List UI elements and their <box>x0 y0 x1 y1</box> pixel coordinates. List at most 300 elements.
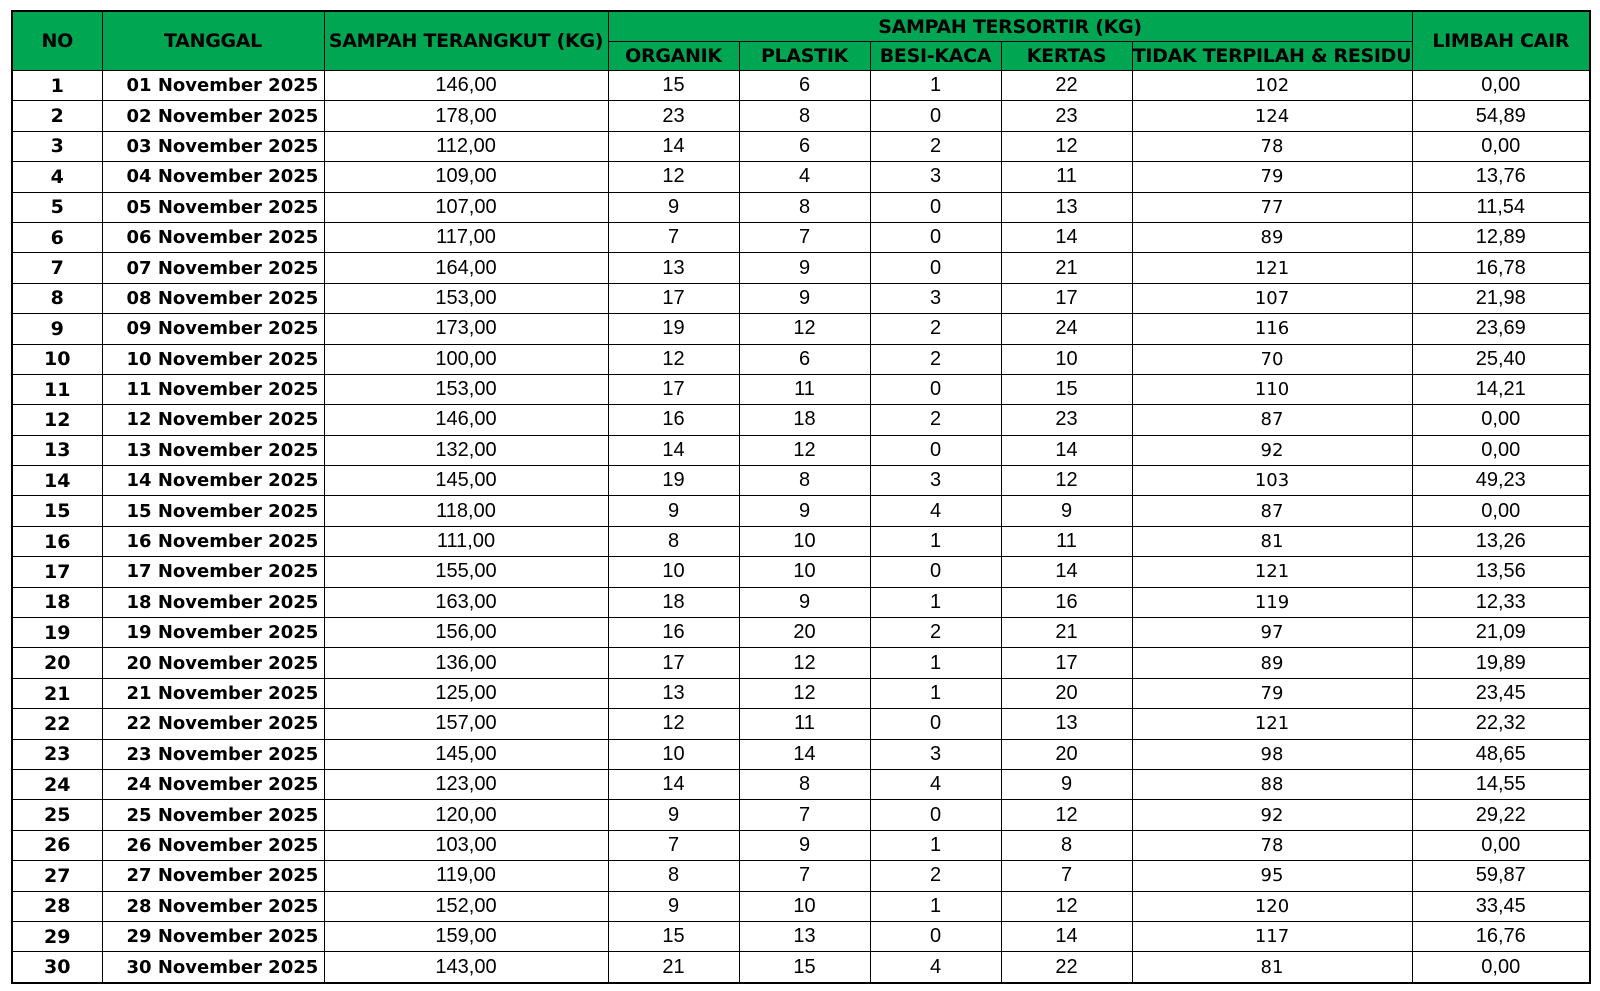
cell-organik: 17 <box>608 283 739 313</box>
cell-residu: 95 <box>1132 861 1412 891</box>
cell-terangkut: 111,00 <box>324 526 608 556</box>
cell-tanggal: 11 November 2025 <box>102 374 324 404</box>
cell-no: 23 <box>12 739 102 769</box>
cell-terangkut: 107,00 <box>324 192 608 222</box>
cell-kertas: 24 <box>1001 314 1132 344</box>
cell-tanggal: 15 November 2025 <box>102 496 324 526</box>
cell-plastik: 11 <box>739 709 870 739</box>
cell-plastik: 10 <box>739 557 870 587</box>
cell-residu: 89 <box>1132 648 1412 678</box>
cell-plastik: 8 <box>739 192 870 222</box>
cell-limbah-cair: 23,45 <box>1412 678 1590 708</box>
cell-plastik: 12 <box>739 314 870 344</box>
cell-residu: 120 <box>1132 891 1412 921</box>
cell-residu: 121 <box>1132 557 1412 587</box>
cell-kertas: 13 <box>1001 709 1132 739</box>
cell-terangkut: 156,00 <box>324 618 608 648</box>
cell-terangkut: 155,00 <box>324 557 608 587</box>
cell-tanggal: 18 November 2025 <box>102 587 324 617</box>
cell-kertas: 15 <box>1001 374 1132 404</box>
cell-kertas: 9 <box>1001 769 1132 799</box>
table-row <box>12 952 1590 983</box>
cell-plastik: 8 <box>739 466 870 496</box>
cell-no: 3 <box>12 131 102 161</box>
table-row <box>12 162 1590 192</box>
cell-organik: 14 <box>608 131 739 161</box>
cell-organik: 9 <box>608 192 739 222</box>
cell-residu: 89 <box>1132 222 1412 252</box>
table-row <box>12 526 1590 556</box>
cell-terangkut: 119,00 <box>324 861 608 891</box>
cell-plastik: 13 <box>739 921 870 951</box>
cell-plastik: 4 <box>739 162 870 192</box>
cell-tanggal: 17 November 2025 <box>102 557 324 587</box>
cell-organik: 8 <box>608 861 739 891</box>
cell-residu: 92 <box>1132 435 1412 465</box>
cell-kertas: 12 <box>1001 800 1132 830</box>
cell-residu: 102 <box>1132 71 1412 101</box>
cell-residu: 116 <box>1132 314 1412 344</box>
cell-terangkut: 145,00 <box>324 739 608 769</box>
cell-organik: 12 <box>608 344 739 374</box>
cell-no: 13 <box>12 435 102 465</box>
cell-no: 8 <box>12 283 102 313</box>
cell-plastik: 7 <box>739 800 870 830</box>
cell-limbah-cair: 23,69 <box>1412 314 1590 344</box>
cell-tanggal: 23 November 2025 <box>102 739 324 769</box>
cell-no: 10 <box>12 344 102 374</box>
cell-kertas: 23 <box>1001 101 1132 131</box>
cell-kertas: 23 <box>1001 405 1132 435</box>
cell-limbah-cair: 49,23 <box>1412 466 1590 496</box>
cell-besi-kaca: 4 <box>870 952 1001 983</box>
table-body <box>12 71 1590 983</box>
cell-no: 4 <box>12 162 102 192</box>
waste-table <box>11 10 1591 984</box>
cell-plastik: 7 <box>739 222 870 252</box>
cell-terangkut: 132,00 <box>324 435 608 465</box>
cell-besi-kaca: 0 <box>870 253 1001 283</box>
cell-no: 12 <box>12 405 102 435</box>
cell-tanggal: 16 November 2025 <box>102 526 324 556</box>
cell-kertas: 14 <box>1001 222 1132 252</box>
cell-kertas: 21 <box>1001 618 1132 648</box>
cell-residu: 70 <box>1132 344 1412 374</box>
cell-tanggal: 04 November 2025 <box>102 162 324 192</box>
cell-besi-kaca: 2 <box>870 405 1001 435</box>
cell-no: 5 <box>12 192 102 222</box>
cell-limbah-cair: 14,21 <box>1412 374 1590 404</box>
cell-kertas: 21 <box>1001 253 1132 283</box>
cell-terangkut: 157,00 <box>324 709 608 739</box>
cell-plastik: 14 <box>739 739 870 769</box>
cell-no: 2 <box>12 101 102 131</box>
cell-terangkut: 152,00 <box>324 891 608 921</box>
cell-organik: 14 <box>608 769 739 799</box>
cell-limbah-cair: 16,76 <box>1412 921 1590 951</box>
cell-limbah-cair: 21,09 <box>1412 618 1590 648</box>
cell-plastik: 8 <box>739 769 870 799</box>
table-row <box>12 921 1590 951</box>
cell-organik: 16 <box>608 405 739 435</box>
cell-residu: 81 <box>1132 526 1412 556</box>
cell-terangkut: 173,00 <box>324 314 608 344</box>
cell-besi-kaca: 0 <box>870 374 1001 404</box>
header-organik: ORGANIK <box>608 42 739 71</box>
cell-limbah-cair: 0,00 <box>1412 71 1590 101</box>
table-row <box>12 466 1590 496</box>
cell-residu: 92 <box>1132 800 1412 830</box>
cell-kertas: 11 <box>1001 526 1132 556</box>
cell-kertas: 14 <box>1001 435 1132 465</box>
table-row <box>12 830 1590 860</box>
cell-tanggal: 07 November 2025 <box>102 253 324 283</box>
table-row <box>12 222 1590 252</box>
cell-organik: 17 <box>608 374 739 404</box>
cell-plastik: 12 <box>739 648 870 678</box>
cell-plastik: 9 <box>739 830 870 860</box>
cell-limbah-cair: 59,87 <box>1412 861 1590 891</box>
cell-residu: 119 <box>1132 587 1412 617</box>
cell-limbah-cair: 22,32 <box>1412 709 1590 739</box>
header-tanggal: TANGGAL <box>102 11 324 71</box>
cell-plastik: 9 <box>739 496 870 526</box>
cell-terangkut: 118,00 <box>324 496 608 526</box>
header-plastik: PLASTIK <box>739 42 870 71</box>
cell-no: 11 <box>12 374 102 404</box>
cell-terangkut: 145,00 <box>324 466 608 496</box>
cell-besi-kaca: 3 <box>870 162 1001 192</box>
cell-organik: 15 <box>608 921 739 951</box>
table-row <box>12 618 1590 648</box>
cell-tanggal: 13 November 2025 <box>102 435 324 465</box>
cell-no: 15 <box>12 496 102 526</box>
header-limbah-cair: LIMBAH CAIR <box>1412 11 1590 71</box>
cell-plastik: 8 <box>739 101 870 131</box>
cell-residu: 88 <box>1132 769 1412 799</box>
table-row <box>12 131 1590 161</box>
cell-plastik: 20 <box>739 618 870 648</box>
cell-besi-kaca: 0 <box>870 101 1001 131</box>
cell-plastik: 6 <box>739 344 870 374</box>
cell-kertas: 12 <box>1001 891 1132 921</box>
cell-limbah-cair: 33,45 <box>1412 891 1590 921</box>
cell-organik: 12 <box>608 162 739 192</box>
table-row <box>12 709 1590 739</box>
cell-no: 26 <box>12 830 102 860</box>
cell-organik: 23 <box>608 101 739 131</box>
cell-plastik: 10 <box>739 526 870 556</box>
cell-besi-kaca: 0 <box>870 435 1001 465</box>
cell-besi-kaca: 0 <box>870 222 1001 252</box>
header-besi-kaca: BESI-KACA <box>870 42 1001 71</box>
cell-no: 14 <box>12 466 102 496</box>
header-residu: TIDAK TERPILAH & RESIDU <box>1132 42 1412 71</box>
table-row <box>12 496 1590 526</box>
cell-terangkut: 146,00 <box>324 405 608 435</box>
cell-residu: 124 <box>1132 101 1412 131</box>
cell-plastik: 12 <box>739 435 870 465</box>
cell-besi-kaca: 1 <box>870 71 1001 101</box>
cell-limbah-cair: 11,54 <box>1412 192 1590 222</box>
cell-terangkut: 178,00 <box>324 101 608 131</box>
table-row <box>12 587 1590 617</box>
cell-limbah-cair: 12,89 <box>1412 222 1590 252</box>
cell-tanggal: 24 November 2025 <box>102 769 324 799</box>
table-row <box>12 678 1590 708</box>
cell-kertas: 8 <box>1001 830 1132 860</box>
cell-plastik: 9 <box>739 587 870 617</box>
cell-tanggal: 10 November 2025 <box>102 344 324 374</box>
cell-residu: 77 <box>1132 192 1412 222</box>
cell-limbah-cair: 0,00 <box>1412 405 1590 435</box>
cell-limbah-cair: 0,00 <box>1412 496 1590 526</box>
cell-terangkut: 123,00 <box>324 769 608 799</box>
cell-residu: 78 <box>1132 131 1412 161</box>
cell-residu: 97 <box>1132 618 1412 648</box>
cell-plastik: 6 <box>739 131 870 161</box>
table-row <box>12 435 1590 465</box>
cell-limbah-cair: 0,00 <box>1412 435 1590 465</box>
cell-residu: 87 <box>1132 496 1412 526</box>
cell-tanggal: 29 November 2025 <box>102 921 324 951</box>
cell-organik: 13 <box>608 678 739 708</box>
cell-residu: 103 <box>1132 466 1412 496</box>
cell-no: 25 <box>12 800 102 830</box>
cell-besi-kaca: 0 <box>870 192 1001 222</box>
cell-organik: 7 <box>608 222 739 252</box>
cell-organik: 14 <box>608 435 739 465</box>
table-row <box>12 344 1590 374</box>
cell-no: 7 <box>12 253 102 283</box>
cell-besi-kaca: 1 <box>870 648 1001 678</box>
cell-organik: 15 <box>608 71 739 101</box>
cell-tanggal: 30 November 2025 <box>102 952 324 983</box>
cell-limbah-cair: 13,76 <box>1412 162 1590 192</box>
cell-tanggal: 22 November 2025 <box>102 709 324 739</box>
cell-limbah-cair: 12,33 <box>1412 587 1590 617</box>
table-row <box>12 71 1590 101</box>
cell-residu: 81 <box>1132 952 1412 983</box>
cell-plastik: 9 <box>739 253 870 283</box>
table-row <box>12 891 1590 921</box>
cell-besi-kaca: 4 <box>870 769 1001 799</box>
cell-tanggal: 06 November 2025 <box>102 222 324 252</box>
cell-kertas: 16 <box>1001 587 1132 617</box>
cell-tanggal: 05 November 2025 <box>102 192 324 222</box>
cell-organik: 10 <box>608 557 739 587</box>
cell-limbah-cair: 0,00 <box>1412 830 1590 860</box>
cell-terangkut: 103,00 <box>324 830 608 860</box>
cell-organik: 8 <box>608 526 739 556</box>
cell-terangkut: 100,00 <box>324 344 608 374</box>
cell-organik: 9 <box>608 891 739 921</box>
cell-kertas: 20 <box>1001 739 1132 769</box>
cell-kertas: 9 <box>1001 496 1132 526</box>
cell-limbah-cair: 21,98 <box>1412 283 1590 313</box>
cell-residu: 87 <box>1132 405 1412 435</box>
cell-terangkut: 153,00 <box>324 283 608 313</box>
cell-organik: 19 <box>608 314 739 344</box>
cell-terangkut: 153,00 <box>324 374 608 404</box>
cell-tanggal: 27 November 2025 <box>102 861 324 891</box>
cell-residu: 78 <box>1132 830 1412 860</box>
cell-besi-kaca: 1 <box>870 587 1001 617</box>
cell-besi-kaca: 2 <box>870 131 1001 161</box>
cell-no: 27 <box>12 861 102 891</box>
cell-besi-kaca: 3 <box>870 739 1001 769</box>
cell-no: 22 <box>12 709 102 739</box>
cell-no: 29 <box>12 921 102 951</box>
table-row <box>12 800 1590 830</box>
cell-kertas: 12 <box>1001 466 1132 496</box>
cell-besi-kaca: 1 <box>870 526 1001 556</box>
table-row <box>12 739 1590 769</box>
cell-tanggal: 14 November 2025 <box>102 466 324 496</box>
cell-plastik: 9 <box>739 283 870 313</box>
table-row <box>12 648 1590 678</box>
cell-besi-kaca: 2 <box>870 618 1001 648</box>
cell-limbah-cair: 0,00 <box>1412 131 1590 161</box>
cell-besi-kaca: 1 <box>870 891 1001 921</box>
cell-plastik: 7 <box>739 861 870 891</box>
cell-limbah-cair: 13,26 <box>1412 526 1590 556</box>
table-row <box>12 861 1590 891</box>
cell-residu: 98 <box>1132 739 1412 769</box>
cell-plastik: 15 <box>739 952 870 983</box>
table-row <box>12 314 1590 344</box>
cell-no: 21 <box>12 678 102 708</box>
table-row <box>12 253 1590 283</box>
cell-no: 19 <box>12 618 102 648</box>
cell-residu: 79 <box>1132 162 1412 192</box>
cell-no: 16 <box>12 526 102 556</box>
table-header <box>12 11 1590 71</box>
cell-terangkut: 146,00 <box>324 71 608 101</box>
cell-residu: 107 <box>1132 283 1412 313</box>
cell-tanggal: 25 November 2025 <box>102 800 324 830</box>
cell-tanggal: 02 November 2025 <box>102 101 324 131</box>
cell-no: 9 <box>12 314 102 344</box>
header-kertas: KERTAS <box>1001 42 1132 71</box>
cell-no: 30 <box>12 952 102 983</box>
cell-besi-kaca: 0 <box>870 709 1001 739</box>
cell-besi-kaca: 2 <box>870 344 1001 374</box>
cell-kertas: 14 <box>1001 557 1132 587</box>
cell-besi-kaca: 0 <box>870 921 1001 951</box>
cell-besi-kaca: 0 <box>870 557 1001 587</box>
cell-tanggal: 21 November 2025 <box>102 678 324 708</box>
cell-tanggal: 01 November 2025 <box>102 71 324 101</box>
cell-organik: 9 <box>608 496 739 526</box>
cell-plastik: 10 <box>739 891 870 921</box>
cell-limbah-cair: 54,89 <box>1412 101 1590 131</box>
cell-residu: 121 <box>1132 253 1412 283</box>
cell-organik: 21 <box>608 952 739 983</box>
cell-no: 28 <box>12 891 102 921</box>
cell-kertas: 22 <box>1001 952 1132 983</box>
cell-residu: 110 <box>1132 374 1412 404</box>
table-row <box>12 192 1590 222</box>
cell-no: 24 <box>12 769 102 799</box>
cell-organik: 7 <box>608 830 739 860</box>
cell-kertas: 22 <box>1001 71 1132 101</box>
cell-organik: 18 <box>608 587 739 617</box>
cell-no: 17 <box>12 557 102 587</box>
cell-no: 18 <box>12 587 102 617</box>
cell-terangkut: 112,00 <box>324 131 608 161</box>
cell-kertas: 13 <box>1001 192 1132 222</box>
cell-terangkut: 120,00 <box>324 800 608 830</box>
cell-terangkut: 117,00 <box>324 222 608 252</box>
cell-besi-kaca: 3 <box>870 466 1001 496</box>
cell-besi-kaca: 2 <box>870 861 1001 891</box>
cell-plastik: 6 <box>739 71 870 101</box>
cell-kertas: 12 <box>1001 131 1132 161</box>
cell-organik: 13 <box>608 253 739 283</box>
cell-residu: 117 <box>1132 921 1412 951</box>
cell-tanggal: 20 November 2025 <box>102 648 324 678</box>
cell-limbah-cair: 16,78 <box>1412 253 1590 283</box>
cell-besi-kaca: 4 <box>870 496 1001 526</box>
cell-plastik: 18 <box>739 405 870 435</box>
cell-tanggal: 28 November 2025 <box>102 891 324 921</box>
cell-terangkut: 143,00 <box>324 952 608 983</box>
cell-tanggal: 26 November 2025 <box>102 830 324 860</box>
cell-kertas: 17 <box>1001 283 1132 313</box>
cell-kertas: 14 <box>1001 921 1132 951</box>
cell-no: 6 <box>12 222 102 252</box>
cell-residu: 79 <box>1132 678 1412 708</box>
header-no: NO <box>12 11 102 71</box>
table-row <box>12 101 1590 131</box>
cell-limbah-cair: 29,22 <box>1412 800 1590 830</box>
cell-besi-kaca: 0 <box>870 800 1001 830</box>
cell-kertas: 20 <box>1001 678 1132 708</box>
cell-limbah-cair: 14,55 <box>1412 769 1590 799</box>
cell-kertas: 10 <box>1001 344 1132 374</box>
header-terangkut: SAMPAH TERANGKUT (KG) <box>324 11 608 71</box>
cell-terangkut: 136,00 <box>324 648 608 678</box>
cell-no: 1 <box>12 71 102 101</box>
cell-tanggal: 09 November 2025 <box>102 314 324 344</box>
cell-organik: 19 <box>608 466 739 496</box>
cell-tanggal: 12 November 2025 <box>102 405 324 435</box>
cell-terangkut: 163,00 <box>324 587 608 617</box>
table-row <box>12 374 1590 404</box>
cell-tanggal: 08 November 2025 <box>102 283 324 313</box>
cell-residu: 121 <box>1132 709 1412 739</box>
cell-terangkut: 109,00 <box>324 162 608 192</box>
cell-no: 20 <box>12 648 102 678</box>
cell-organik: 9 <box>608 800 739 830</box>
cell-besi-kaca: 2 <box>870 314 1001 344</box>
cell-terangkut: 164,00 <box>324 253 608 283</box>
cell-limbah-cair: 13,56 <box>1412 557 1590 587</box>
cell-tanggal: 19 November 2025 <box>102 618 324 648</box>
header-tersortir: SAMPAH TERSORTIR (KG) <box>608 11 1412 42</box>
cell-kertas: 11 <box>1001 162 1132 192</box>
table-row <box>12 283 1590 313</box>
cell-kertas: 17 <box>1001 648 1132 678</box>
cell-kertas: 7 <box>1001 861 1132 891</box>
cell-organik: 10 <box>608 739 739 769</box>
table-row <box>12 405 1590 435</box>
cell-terangkut: 125,00 <box>324 678 608 708</box>
cell-tanggal: 03 November 2025 <box>102 131 324 161</box>
cell-limbah-cair: 48,65 <box>1412 739 1590 769</box>
cell-besi-kaca: 1 <box>870 830 1001 860</box>
